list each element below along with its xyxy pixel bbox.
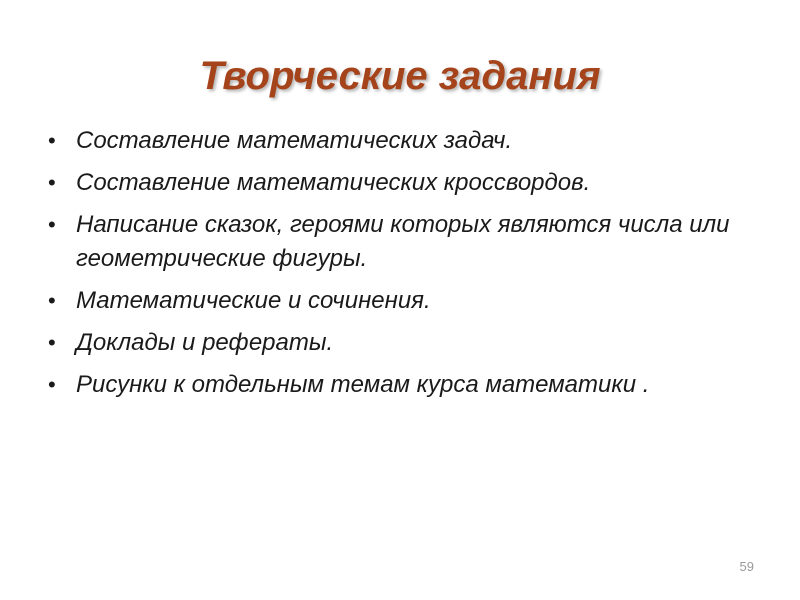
bullet-text: Составление математических кроссвордов.: [76, 169, 591, 196]
page-number: 59: [739, 559, 754, 574]
bullet-item: [48, 208, 768, 276]
bullet-item: [48, 326, 768, 360]
bullet-text: Математические и сочинения.: [76, 287, 431, 314]
bullet-dot-icon: •: [48, 330, 56, 355]
slide-title: Творческие задания: [199, 54, 601, 98]
bullet-dot-icon: •: [48, 170, 56, 195]
bullet-item: [48, 368, 768, 402]
bullet-item: [48, 124, 768, 158]
bullet-text: Доклады и рефераты.: [76, 329, 334, 356]
bullet-dot-icon: •: [48, 288, 56, 313]
bullet-text: Составление математических задач.: [76, 127, 513, 154]
bullet-item: [48, 284, 768, 318]
bullet-text: Рисунки к отдельным темам курса математики .: [76, 371, 650, 398]
bullet-list: [48, 124, 768, 410]
bullet-dot-icon: •: [48, 372, 56, 397]
bullet-dot-icon: •: [48, 128, 56, 153]
bullet-item: [48, 166, 768, 200]
bullet-dot-icon: •: [48, 212, 56, 237]
bullet-text: Написание сказок, героями которых являются числа или геометрические фигуры.: [76, 211, 730, 272]
